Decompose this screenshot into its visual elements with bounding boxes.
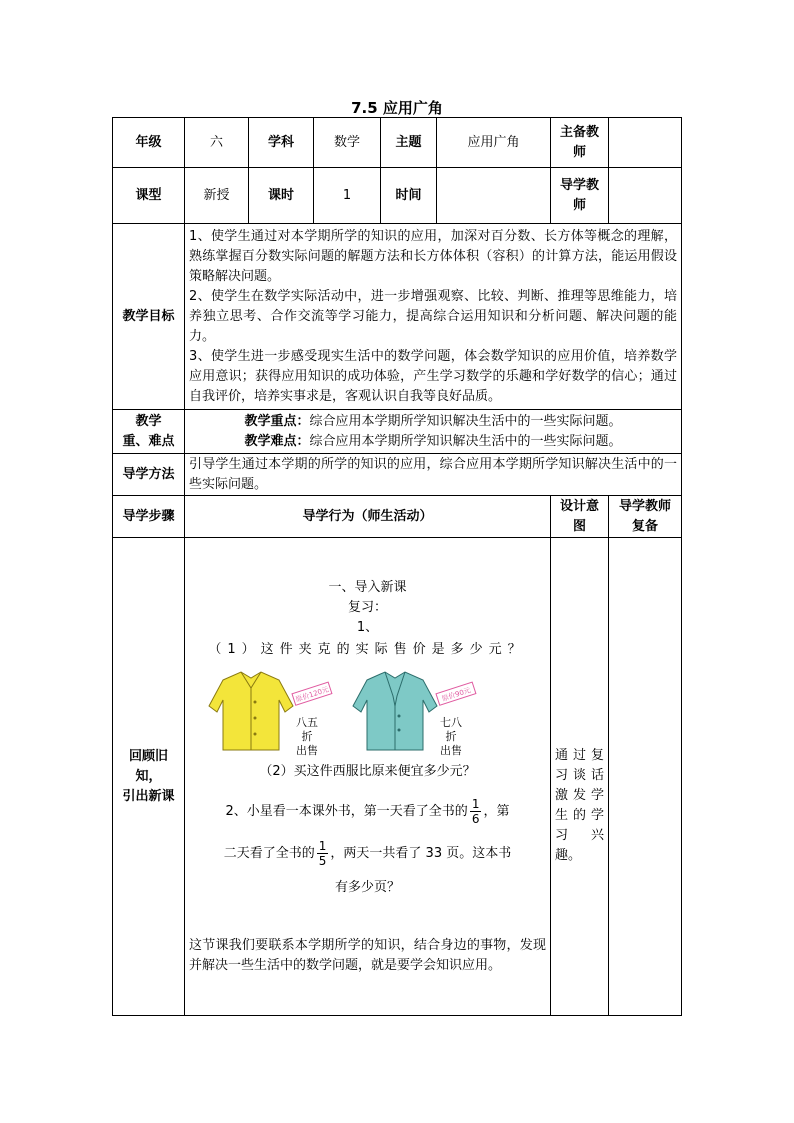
focus-label: 教学重点： [244,413,310,429]
review-row [113,538,682,1016]
method-label: 导学方法 [113,454,185,496]
lesson-plan-table [112,117,682,1016]
teacher-review-header: 导学教师 复备 [609,496,682,538]
teacher-review-cell [609,538,682,1016]
item-1: 1、 [356,619,379,635]
guide-teacher-label: 导学教师 [551,168,609,224]
objectives-content [185,224,682,410]
topic-label: 主题 [381,118,437,168]
time-label: 时间 [381,168,437,224]
fraction-1-5: $\frac{1}{5}$ [318,838,327,868]
key-points-row [113,410,682,454]
fraction-1-6: $\frac{1}{6}$ [471,796,480,826]
periods-label: 课时 [249,168,314,224]
subject-value: 数学 [314,118,381,168]
method-text: 引导学生通过本学期的所学的知识的应用，综合应用本学期所学知识解决生活中的一些实际问题。 [185,454,682,496]
jacket1-stamp: 八五折 出售 [296,715,318,757]
topic-value: 应用广角 [437,118,551,168]
question-1: （1）这件夹克的实际售价是多少元？ [208,641,527,657]
lesson-type-value: 新授 [185,168,249,224]
key-points-label: 教学 重、难点 [113,410,185,454]
svg-text:原价120元: 原价120元 [294,685,330,704]
design-intent: 通过复习谈话激发学生的学习兴趣。 [551,538,609,1016]
problem-2-line-3: 有多少页？ [334,879,400,895]
header-row-2 [113,168,682,224]
steps-header: 导学步骤 [113,496,185,538]
objective-3: 3、使学生进一步感受现实生活中的数学问题，体会数学知识的应用价值，培养数学应用意识；获得应用知识的成功体验，产生学习数学的乐趣和学好数学的信心；通过自我评价，培养实事求是，客观认识自我等良好品质。 [189,348,677,404]
review-word: 复习： [347,599,387,615]
lead-teacher-label: 主备教师 [551,118,609,168]
jackets-illustration [189,666,546,756]
lead-teacher-value [609,118,682,168]
lesson-type-label: 课型 [113,168,185,224]
objective-2: 2、使学生在数学实际活动中，进一步增强观察、比较、判断、推理等思维能力，培养独立思考、合作交流等学习能力，提高综合运用知识和分析问题、解决问题的能力。 [189,288,677,344]
grade-value: 六 [185,118,249,168]
review-activity [185,538,551,1016]
guide-teacher-value [609,168,682,224]
focus-text: 综合应用本学期所学知识解决生活中的一些实际问题。 [309,413,622,429]
grade-label: 年级 [113,118,185,168]
subject-label: 学科 [249,118,314,168]
problem-2-line-2: 二天看了全书的 $\frac{1}{5}$ ，两天一共看了 33 页。这本书 [223,838,512,868]
header-row-1 [113,118,682,168]
key-points-content [185,410,682,454]
question-2: （2）买这件西服比原来便宜多少元？ [259,763,476,779]
review-label: 回顾旧知， 引出新课 [113,538,185,1016]
intro-heading: 一、导入新课 [328,579,407,595]
difficulty-text: 综合应用本学期所学知识解决生活中的一些实际问题。 [309,433,622,449]
problem-2-line-1: 2、小星看一本课外书，第一天看了全书的 $\frac{1}{6}$ ，第 [225,796,510,826]
svg-text:原价90元: 原价90元 [440,685,472,703]
jacket2-stamp: 七八折 出售 [440,715,462,757]
activity-header: 导学行为（师生活动） [185,496,551,538]
objectives-row [113,224,682,410]
difficulty-label: 教学难点： [244,433,310,449]
time-value [437,168,551,224]
closing-text: 这节课我们要联系本学期所学的知识，结合身边的事物，发现并解决一些生活中的数学问题，就是要学会知识应用。 [189,937,546,973]
objective-1: 1、使学生通过对本学期所学的知识的应用，加深对百分数、长方体等概念的理解，熟练掌握百分数实际问题的解题方法和长方体体积（容积）的计算方法，能运用假设策略解决问题。 [189,228,677,284]
page-title: 7.5 应用广角 [351,99,443,117]
method-row [113,454,682,496]
design-header: 设计意图 [551,496,609,538]
objectives-label: 教学目标 [113,224,185,410]
periods-value: 1 [314,168,381,224]
steps-header-row [113,496,682,538]
